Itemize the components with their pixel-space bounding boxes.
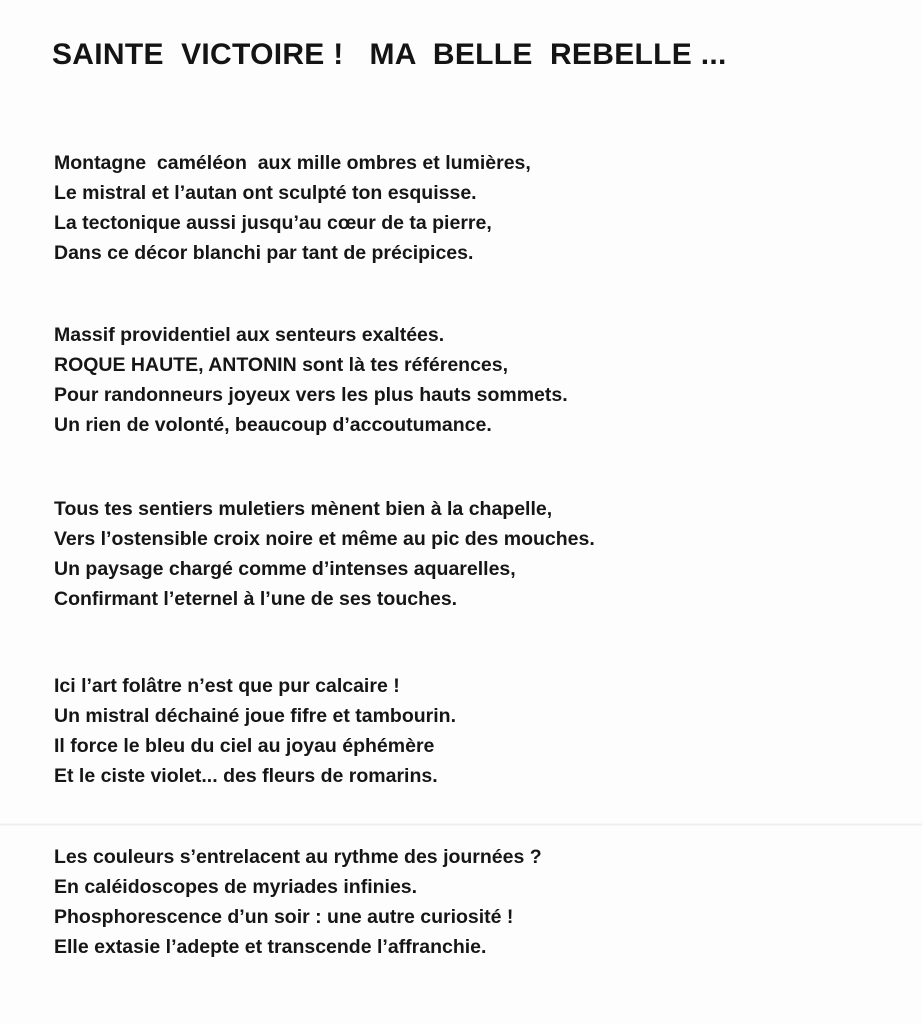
poem-line: Il force le bleu du ciel au joyau éphémère [54,735,435,757]
poem-line: Dans ce décor blanchi par tant de précipices. [54,242,474,264]
poem-line: Vers l’ostensible croix noire et même au pic des mouches. [54,528,595,550]
poem-line: Un paysage chargé comme d’intenses aquarelles, [54,558,516,580]
paper-fold-line [0,823,922,826]
stanza-1 [54,148,531,268]
poem-line: ROQUE HAUTE, ANTONIN sont là tes références, [54,354,509,376]
stanza-2 [54,320,568,440]
stanza-5 [54,842,542,962]
poem-line: Les couleurs s’entrelacent au rythme des journées ? [54,846,542,868]
poem-line: Phosphorescence d’un soir : une autre curiosité ! [54,906,514,928]
poem-line: Tous tes sentiers muletiers mènent bien à la chapelle, [54,498,553,520]
poem-title: SAINTE VICTOIRE ! MA BELLE REBELLE ... [52,38,727,71]
poem-line: Le mistral et l’autan ont sculpté ton esquisse. [54,182,477,204]
poem-line: En caléidoscopes de myriades infinies. [54,876,418,898]
poem-line: Un mistral déchainé joue fifre et tambourin. [54,705,456,727]
poem-line: La tectonique aussi jusqu’au cœur de ta pierre, [54,212,492,234]
poem-line: Elle extasie l’adepte et transcende l’affranchie. [54,936,487,958]
poem-line: Pour randonneurs joyeux vers les plus hauts sommets. [54,384,568,406]
poem-line: Un rien de volonté, beaucoup d’accoutumance. [54,414,492,436]
stanza-3 [54,494,595,614]
poem-line: Et le ciste violet... des fleurs de romarins. [54,765,438,787]
poem-line: Massif providentiel aux senteurs exaltées. [54,324,445,346]
stanza-4 [54,671,456,791]
poem-line: Montagne caméléon aux mille ombres et lumières, [54,152,531,174]
poem-line: Ici l’art folâtre n’est que pur calcaire ! [54,675,400,697]
poem-line: Confirmant l’eternel à l’une de ses touches. [54,588,458,610]
